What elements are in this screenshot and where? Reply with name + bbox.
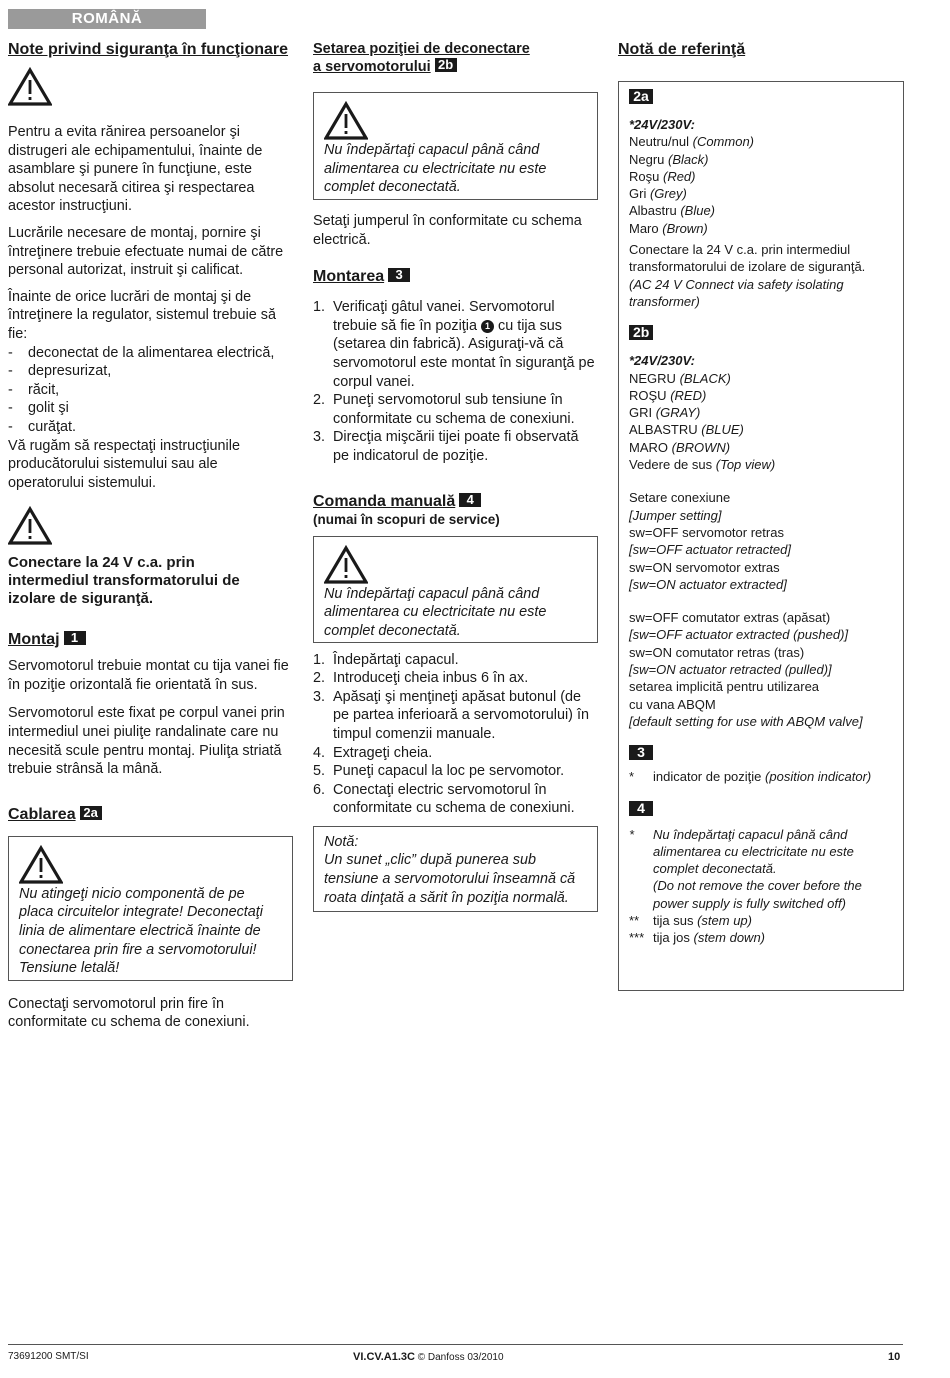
- cablare-warning-box: [8, 836, 293, 981]
- connect-note: Conectare la 24 V c.a. prin intermediul transformatorului de izolare de siguranţă.: [629, 242, 866, 275]
- warning-icon: [324, 545, 368, 585]
- wire-color: ALBASTRU (BLUE): [629, 422, 744, 438]
- wire-color: NEGRU (BLACK): [629, 370, 731, 386]
- warning-icon: [8, 67, 52, 107]
- manual-note-box: [313, 826, 598, 912]
- list-item: 4. Extrageţi cheia.: [313, 744, 433, 761]
- manual-warning-text: Nu îndepărtaţi capacul până când alimentarea cu electricitate nu este complet deconectată.: [324, 585, 547, 639]
- list-item: 3. Direcţia mişcării tijei poate fi observată pe indicatorul de poziţie.: [313, 429, 579, 464]
- wire-color: MARO (BROWN): [629, 439, 731, 455]
- position-marker-icon: 1: [481, 320, 494, 333]
- figure-badge: 4: [459, 493, 481, 507]
- page-number: 10: [888, 1351, 901, 1363]
- wire-color: Roşu (Red): [629, 168, 696, 184]
- note-title: Notă:: [324, 833, 359, 850]
- note-text: Un sunet „clic” după punerea sub tensiune a servomotorului înseamnă că roata dinţată a sărit în poziţia normală.: [324, 852, 576, 906]
- montarea-title: Montarea 3: [313, 267, 598, 286]
- voltage-heading: *24V/230V:: [629, 117, 696, 132]
- list-item: 2. Introduceţi cheia inbus 6 în ax.: [313, 670, 529, 687]
- switch-line: cu vana ABQM: [629, 696, 716, 712]
- warning-icon: [324, 101, 368, 141]
- switch-line: setarea implicită pentru utilizarea: [629, 679, 820, 695]
- connect-note-en: (AC 24 V Connect via safety isolating transformer): [629, 276, 844, 309]
- safety-paragraph: Lucrările necesare de montaj, pornire şi întreţinere trebuie efectuate numai de către personal autorizat, instruit şi calificat.: [8, 224, 284, 279]
- cablare-paragraph: Conectaţi servomotorul prin fire în conformitate cu schema de conexiuni.: [8, 995, 250, 1031]
- view-label: Vedere de sus (Top view): [629, 457, 776, 473]
- manual-warning-box: [313, 536, 598, 643]
- reference-box: [618, 81, 904, 991]
- setare-warning-text: Nu îndepărtaţi capacul până când alimentarea cu electricitate nu este complet deconectată.: [324, 142, 547, 196]
- cablare-title: Cablarea 2a: [8, 805, 293, 824]
- setare-warning-box: [313, 92, 598, 200]
- switch-line: sw=ON servomotor extras: [629, 559, 780, 575]
- manual-title: Comanda manuală 4: [313, 492, 598, 511]
- safety-paragraph: Vă rugăm să respectaţi instrucţiunile producătorului sistemului sau ale operatorului sistemului.: [8, 437, 240, 491]
- voltage-heading: *24V/230V:: [629, 353, 696, 369]
- cablare-warning-text: Nu atingeţi nicio componentă de pe placa circuitelor integrate! Deconectaţi linia de alimentare electrică înainte de conectarea prin fire a servomotorului! Tensiune letală!: [19, 885, 263, 977]
- figure-badge: 2b: [629, 325, 653, 340]
- switch-line: sw=OFF servomotor retras: [629, 524, 784, 540]
- jumper-setting-label: Setare conexiune: [629, 490, 731, 506]
- safety-condition-list: [8, 344, 293, 437]
- footnote-row: * indicator de poziţie (position indicator): [629, 769, 872, 785]
- list-item: - golit şi: [8, 399, 293, 418]
- list-item: 1. Îndepărtaţi capacul.: [313, 651, 459, 668]
- switch-line: [default setting for use with ABQM valve]: [629, 713, 863, 729]
- wire-color: ROŞU (RED): [629, 387, 707, 403]
- figure-badge: 2a: [629, 89, 653, 104]
- list-item: 1. Verificaţi gâtul vanei. Servomotorul trebuie să fie în poziţia 1 cu tija sus (setarea din fabrică). Asiguraţi-vă că servomotorul este montat în siguranţă pe corpul vanei.: [313, 299, 595, 390]
- column-reference: [618, 40, 904, 991]
- wire-color: Albastru (Blue): [629, 203, 716, 219]
- list-item: 3. Apăsaţi şi menţineţi apăsat butonul (de pe partea inferioară a servomotorului) în timpul comenzii manuale.: [313, 688, 589, 742]
- switch-line: [sw=OFF actuator extracted (pushed)]: [629, 627, 849, 643]
- switch-line: sw=OFF comutator extras (apăsat): [629, 610, 831, 626]
- list-item: 5. Puneţi capacul la loc pe servomotor.: [313, 763, 565, 780]
- figure-badge: 2a: [80, 806, 102, 820]
- montaj-paragraph: Servomotorul este fixat pe corpul vanei prin intermediul unei piuliţe randalinate care nu necesită scule pentru montaj. Piuliţa striată trebuie strânsă la mână.: [8, 705, 285, 778]
- list-item: - curăţat.: [8, 418, 293, 437]
- column-settings: [313, 40, 598, 912]
- montarea-steps: [313, 298, 598, 465]
- column-safety: [8, 40, 293, 1032]
- wire-color: Maro (Brown): [629, 220, 708, 236]
- list-item: - depresurizat,: [8, 362, 293, 381]
- safety-paragraph: Pentru a evita rănirea persoanelor şi distrugeri ale echipamentului, înainte de asamblare şi punere în funcţiune, este absolut necesară citirea şi respectarea acestor instrucţiuni.: [8, 124, 263, 215]
- switch-line: sw=ON comutator retras (tras): [629, 644, 805, 660]
- jumper-setting-label-en: [Jumper setting]: [629, 507, 722, 523]
- setare-title: Setarea poziţiei de deconectare a servomotorului 2b: [313, 41, 530, 75]
- footnote-row: ** tija sus (stem up): [629, 912, 752, 928]
- warning-icon: [19, 845, 63, 885]
- wire-color: Gri (Grey): [629, 186, 687, 202]
- footer-divider: [8, 1344, 903, 1345]
- safety-title: Note privind siguranţa în funcţionare: [8, 41, 289, 58]
- switch-line: [sw=OFF actuator retracted]: [629, 542, 791, 558]
- setare-paragraph: Setaţi jumperul în conformitate cu schema electrică.: [313, 213, 582, 248]
- montaj-title: Montaj 1: [8, 630, 293, 649]
- list-item: 2. Puneţi servomotorul sub tensiune în conformitate cu schema de conexiuni.: [313, 392, 575, 427]
- montaj-paragraph: Servomotorul trebuie montat cu tija vanei fie în poziţie orizontală fie orientată în sus.: [8, 658, 289, 693]
- figure-badge: 4: [629, 801, 653, 816]
- switch-line: [sw=ON actuator extracted]: [629, 576, 787, 592]
- manual-subtitle: (numai în scopuri de service): [313, 511, 500, 527]
- switch-line: [sw=ON actuator retracted (pulled)]: [629, 662, 832, 678]
- manual-steps: [313, 651, 598, 818]
- list-item: - răcit,: [8, 381, 293, 400]
- list-item: 6. Conectaţi electric servomotorul în conformitate cu schema de conexiuni.: [313, 781, 575, 817]
- footer-doc-id: VI.CV.A1.3C © Danfoss 03/2010: [353, 1351, 504, 1363]
- figure-badge: 2b: [435, 58, 457, 72]
- wire-color: Neutru/nul (Common): [629, 134, 755, 150]
- wire-color: Negru (Black): [629, 151, 709, 167]
- footnote-row: *** tija jos (stem down): [629, 930, 766, 946]
- reference-title: Notă de referinţă: [618, 41, 746, 58]
- footer-code: 73691200 SMT/SI: [8, 1351, 89, 1362]
- safety-paragraph: Înainte de orice lucrări de montaj şi de întreţinere la regulator, sistemul trebuie să fie:: [8, 288, 276, 342]
- wire-color: GRI (GRAY): [629, 405, 701, 421]
- footnote-row: * Nu îndepărtaţi capacul până când alimentarea cu electricitate nu este complet deconectată. (Do not remove the cover before the power supply is fully switched off): [629, 826, 862, 911]
- language-header: ROMÂNĂ: [8, 9, 206, 29]
- warning-icon: [8, 506, 52, 546]
- connection-warning: Conectare la 24 V c.a. prin intermediul transformatorului de izolare de siguranţă.: [8, 554, 240, 608]
- figure-badge: 3: [388, 268, 410, 282]
- figure-badge: 3: [629, 745, 653, 760]
- list-item: - deconectat de la alimentarea electrică,: [8, 344, 293, 363]
- figure-badge: 1: [64, 631, 86, 645]
